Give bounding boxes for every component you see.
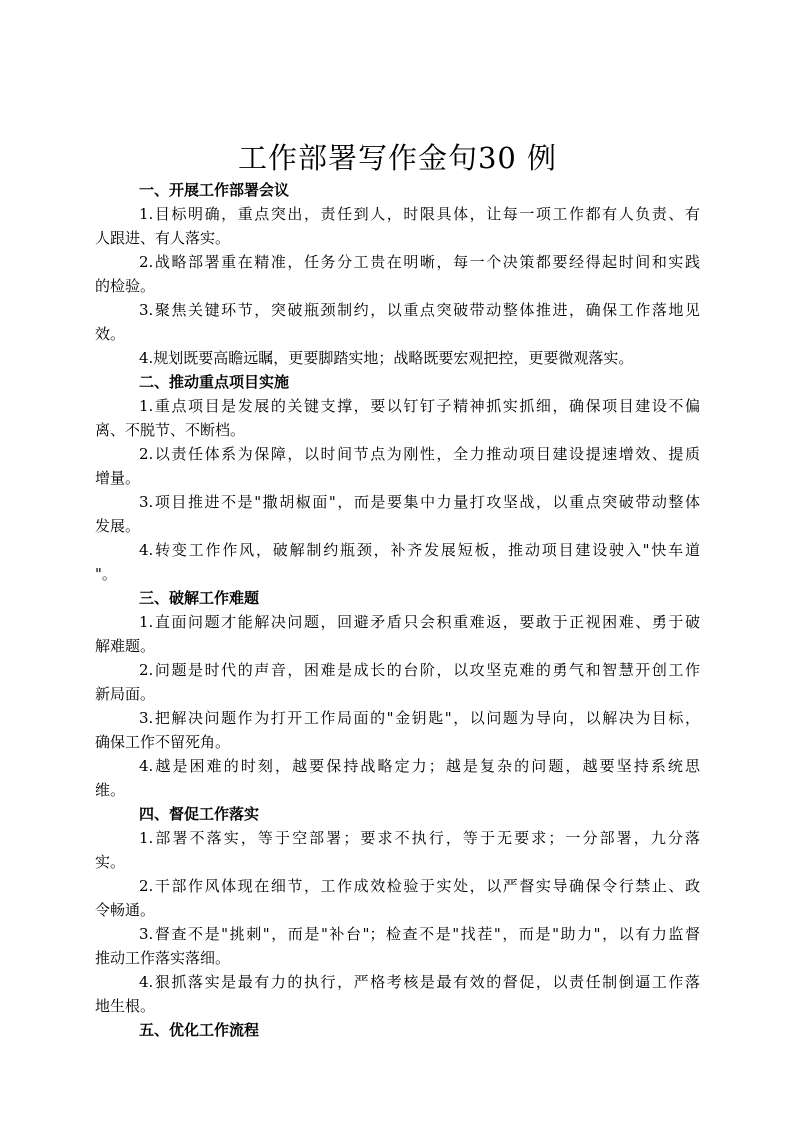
item-line: 4.狠抓落实是最有力的执行，严格考核是最有效的督促，以责任制倒逼工作落 (139, 973, 700, 991)
item-line: 1.目标明确，重点突出，责任到人，时限具体，让每一项工作都有人负责、有 (139, 205, 700, 223)
item-line: 发展。 (95, 517, 141, 535)
list-item (95, 706, 700, 754)
item-line: 维。 (95, 781, 126, 799)
item-line: 推动工作落实落细。 (95, 949, 231, 967)
list-item (95, 874, 700, 922)
section-heading: 五、优化工作流程 (139, 1021, 260, 1039)
item-line: 2.以责任体系为保障，以时间节点为刚性，全力推动项目建设提速增效、提质 (139, 445, 700, 463)
item-line: "。 (95, 565, 117, 583)
item-line: 的检验。 (95, 277, 156, 295)
item-line: 2.战略部署重在精准，任务分工贵在明晰，每一个决策都要经得起时间和实践 (139, 253, 700, 271)
list-item (95, 394, 700, 442)
document-title: 工作部署写作金句30 例 (237, 141, 558, 175)
item-line: 2.问题是时代的声音，困难是成长的台阶，以攻坚克难的勇气和智慧开创工作 (139, 661, 700, 679)
item-line: 实。 (95, 853, 126, 871)
item-line: 效。 (95, 325, 126, 343)
item-line: 确保工作不留死角。 (95, 733, 231, 751)
item-line: 3.聚焦关键环节，突破瓶颈制约，以重点突破带动整体推进，确保工作落地见 (139, 301, 700, 319)
list-item (95, 442, 700, 490)
list-item (95, 922, 700, 970)
list-item (95, 610, 700, 658)
list-item (95, 658, 700, 706)
section-heading: 二、推动重点项目实施 (139, 373, 290, 391)
item-line: 3.项目推进不是"撒胡椒面"，而是要集中力量打攻坚战，以重点突破带动整体 (139, 493, 700, 511)
section-heading: 四、督促工作落实 (139, 805, 260, 823)
list-item (95, 298, 700, 346)
item-line: 2.干部作风体现在细节，工作成效检验于实处，以严督实导确保令行禁止、政 (139, 877, 700, 895)
list-item (95, 538, 700, 586)
item-line: 3.督查不是"挑刺"，而是"补台"；检查不是"找茬"，而是"助力"，以有力监督 (139, 925, 700, 943)
item-line: 解难题。 (95, 637, 156, 655)
item-line: 1.重点项目是发展的关键支撑，要以钉钉子精神抓实抓细，确保项目建设不偏 (139, 397, 700, 415)
list-item (95, 202, 700, 250)
document-page (95, 138, 700, 1042)
item-line: 增量。 (95, 469, 141, 487)
item-line: 令畅通。 (95, 901, 156, 919)
item-line: 1.直面问题才能解决问题，回避矛盾只会积重难返，要敢于正视困难、勇于破 (139, 613, 700, 631)
item-line: 4.越是困难的时刻，越要保持战略定力；越是复杂的问题，越要坚持系统思 (139, 757, 700, 775)
list-item (95, 754, 700, 802)
item-line: 新局面。 (95, 685, 156, 703)
item-line: 地生根。 (95, 997, 156, 1015)
item-line: 3.把解决问题作为打开工作局面的"金钥匙"，以问题为导向，以解决为目标， (139, 709, 700, 727)
list-item (95, 826, 700, 874)
list-item (95, 490, 700, 538)
item-line: 4.规划既要高瞻远瞩，更要脚踏实地；战略既要宏观把控，更要微观落实。 (139, 349, 634, 367)
section-heading: 三、破解工作难题 (139, 589, 260, 607)
document-body (95, 178, 700, 1042)
item-line: 1.部署不落实，等于空部署；要求不执行，等于无要求；一分部署，九分落 (139, 829, 700, 847)
item-line: 人跟进、有人落实。 (95, 229, 231, 247)
section-heading: 一、开展工作部署会议 (139, 181, 290, 199)
list-item (95, 250, 700, 298)
list-item (95, 970, 700, 1018)
item-line: 4.转变工作作风，破解制约瓶颈，补齐发展短板，推动项目建设驶入"快车道 (139, 541, 700, 559)
list-item (95, 346, 700, 370)
item-line: 离、不脱节、不断档。 (95, 421, 246, 439)
